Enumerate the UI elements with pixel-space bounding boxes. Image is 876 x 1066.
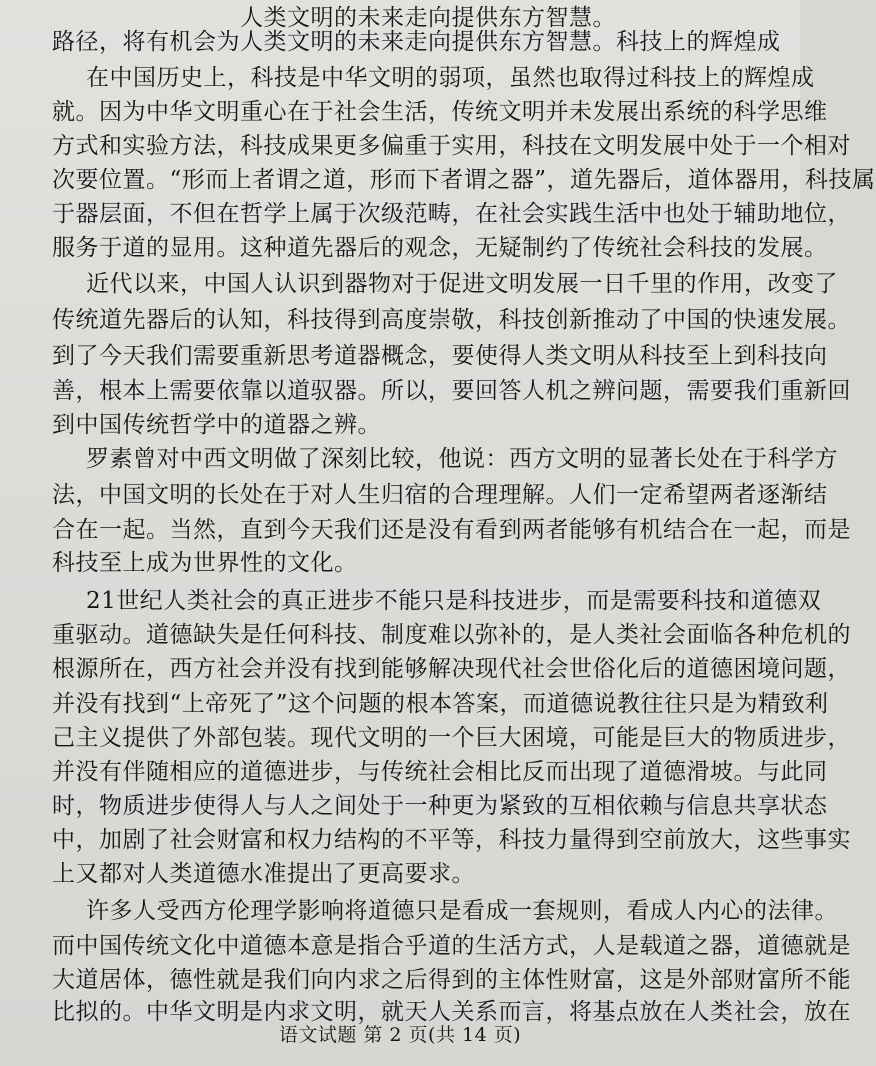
text-line-26: 上又都对人类道德水准提出了更高要求。: [52, 861, 475, 887]
text-line-20: 根源所在，西方社会并没有找到能够解决现代社会世俗化后的道德困境问题，: [52, 656, 851, 682]
text-line-04: 就。因为中华文明重心在于社会生活，传统文明并未发展出系统的科学思维: [52, 99, 828, 125]
text-line-18: 21世纪人类社会的真正进步不能只是科技进步，而是需要科技和道德双: [86, 588, 822, 614]
text-line-24: 时，物质进步使得人与人之间处于一种更为紧致的互相依赖与信息共享状态: [52, 793, 828, 819]
text-line-13: 到中国传统哲学中的道器之辨。: [52, 412, 381, 438]
text-line-19: 重驱动。道德缺失是任何科技、制度难以弥补的，是人类社会面临各种危机的: [52, 622, 851, 648]
text-line-10: 传统道先器后的认知，科技得到高度崇敬，科技创新推动了中国的快速发展。: [52, 307, 851, 333]
text-line-08: 服务于道的显用。这种道先器后的观念，无疑制约了传统社会科技的发展。: [52, 235, 828, 261]
text-line-03: 在中国历史上，科技是中华文明的弱项，虽然也取得过科技上的辉煌成: [86, 65, 815, 91]
text-line-11: 到了今天我们需要重新思考道器概念，要使得人类文明从科技至上到科技向: [52, 343, 828, 369]
text-line-15: 法，中国文明的长处在于对人生归宿的合理理解。人们一定希望两者逐渐结: [52, 482, 828, 508]
text-line-01: 人类文明的未来走向提供东方智慧。: [240, 5, 616, 31]
text-line-28: 而中国传统文化中道德本意是指合乎道的生活方式，人是载道之器，道德就是: [52, 933, 851, 959]
text-line-12: 善，根本上需要依靠以道驭器。所以，要回答人机之辨问题，需要我们重新回: [52, 378, 851, 404]
text-line-17: 科技至上成为世界性的文化。: [52, 550, 358, 576]
text-line-21: 并没有找到“上帝死了”这个问题的根本答案，而道德说教往往只是为精致利: [52, 691, 829, 717]
text-line-16: 合在一起。当然，直到今天我们还是没有看到两者能够有机结合在一起，而是: [52, 517, 851, 543]
text-line-23: 并没有伴随相应的道德进步，与传统社会相比反而出现了道德滑坡。与此同: [52, 759, 828, 785]
text-line-07: 于器层面，不但在哲学上属于次级范畴，在社会实践生活中也处于辅助地位，: [52, 201, 851, 227]
text-line-02: 路径，将有机会为人类文明的未来走向提供东方智慧。科技上的辉煌成: [52, 29, 781, 55]
page-footer: 语文试题 第 2 页(共 14 页): [278, 1024, 522, 1046]
text-line-27: 许多人受西方伦理学影响将道德只是看成一套规则，看成人内心的法律。: [86, 898, 838, 924]
text-line-22: 己主义提供了外部包装。现代文明的一个巨大困境，可能是巨大的物质进步，: [52, 725, 851, 751]
text-line-25: 中，加剧了社会财富和权力结构的不平等，科技力量得到空前放大，这些事实: [52, 827, 851, 853]
text-line-30: 比拟的。中华文明是内求文明，就天人关系而言，将基点放在人类社会，放在: [52, 999, 851, 1025]
text-line-09: 近代以来，中国人认识到器物对于促进文明发展一日千里的作用，改变了: [86, 271, 838, 297]
text-line-14: 罗素曾对中西文明做了深刻比较，他说：西方文明的显著长处在于科学方: [86, 446, 838, 472]
text-line-05: 方式和实验方法，科技成果更多偏重于实用，科技在文明发展中处于一个相对: [52, 133, 851, 159]
text-line-06: 次要位置。“形而上者谓之道，形而下者谓之器”，道先器后，道体器用，科技属: [52, 167, 876, 193]
text-line-29: 大道居体，德性就是我们向内求之后得到的主体性财富，这是外部财富所不能: [52, 967, 851, 993]
